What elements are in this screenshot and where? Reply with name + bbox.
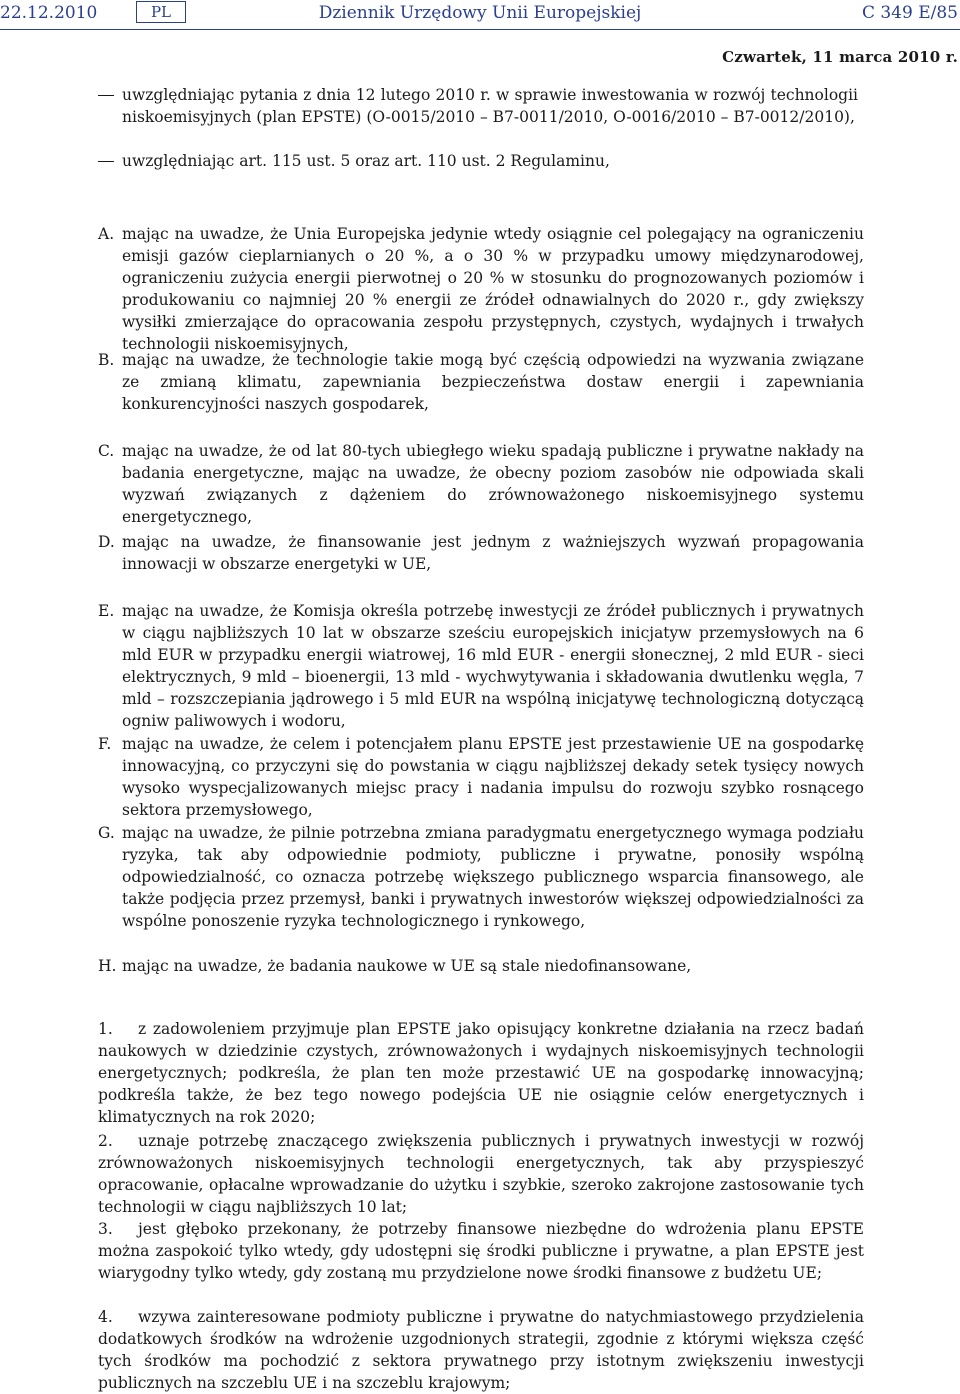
recital-text: mając na uwadze, że pilnie potrzebna zmiana paradygmatu energetycznego wymaga podziału ryzyka, tak aby odpowiednie podmioty, publiczne i prywatne, ponosiły wspólną odpowiedzialność, co oznacza potrzebę większego publicznego wsparcia finansowego, ale także podjęcia przez przemysł, banki i prywatnych inwestorów większej odpowiedzialności za wspólne ponoszenie ryzyka technologicznego i rynkowego, [122,824,864,930]
paragraph-number: 4. [98,1308,113,1326]
recital-text: mając na uwadze, że od lat 80-tych ubiegłego wieku spadają publiczne i prywatne nakłady na badania energetyczne, mając na uwadze, że obecny poziom zasobów nie odpowiada skali wyzwań związanych z dążeniem do zrównoważonego niskoemisyjnego systemu energetycznego, [122,442,864,526]
dash-marker [98,161,114,162]
paragraph-number: 3. [98,1220,113,1238]
paragraph-number: 1. [98,1020,113,1038]
recital-text: mając na uwadze, że Komisja określa potrzebę inwestycji ze źródeł publicznych i prywatnych w ciągu najbliższych 10 lat w obszarze sześciu europejskich inicjatyw przemysłowych na 6 mld EUR w przypadku energii wiatrowej, 16 mld EUR - energii słonecznej, 2 mld EUR - sieci elektrycznych, 9 mld – bioenergii, 13 mld - wychwytywania i składowania dwutlenku węgla, 7 mld – rozszczepiania jądrowego i 5 mld EUR na wspólną inicjatywę technologiczną dotyczącą ogniw paliwowych i wodoru, [122,602,864,730]
recital-letter: E. [98,602,115,620]
recital-text: mając na uwadze, że finansowanie jest jednym z ważniejszych wyzwań propagowania innowacji w obszarze energetyki w UE, [122,533,864,573]
recital-item [98,223,864,355]
recital-letter: D. [98,533,115,551]
paragraph-text: jest głęboko przekonany, że potrzeby finansowe niezbędne do wdrożenia planu EPSTE można zaspokoić tylko wtedy, gdy udostępni się środki publiczne i prywatne, a plan EPSTE jest wiarygodny tylko wtedy, gdy zostaną mu przydzielone nowe środki finansowe z budżetu UE; [98,1220,864,1282]
recital-text: mając na uwadze, że Unia Europejska jedynie wtedy osiągnie cel polegający na ograniczeniu emisji gazów cieplarnianych o 20 %, a o 30 % w przypadku umowy międzynarodowej, ograniczeniu zużycia energii pierwotnej o 20 % w stosunku do prognozowanych poziomów i produkowaniu co najmniej 20 % energii ze źródeł odnawialnych do 2020 r., gdy zwiększy wysiłki zmierzające do opracowania zespołu przystępnych, czystych, wydajnych i trwałych technologii niskoemisyjnych, [122,225,864,353]
recital-text: mając na uwadze, że technologie takie mogą być częścią odpowiedzi na wyzwania związane ze zmianą klimatu, zapewniania bezpieczeństwa dostaw energii i zapewniania konkurencyjności naszych gospodarek, [122,351,864,413]
recital-letter: C. [98,442,115,460]
consideration-text: uwzględniając pytania z dnia 12 lutego 2010 r. w sprawie inwestowania w rozwój technologii niskoemisyjnych (plan EPSTE) (O-0015/2010 – B7-0011/2010, O-0016/2010 – B7-0012/2010), [122,86,858,126]
recital-item [98,531,864,575]
language-badge: PL [136,1,186,23]
recital-letter: B. [98,351,115,369]
recital-item [98,600,864,732]
recital-text: mając na uwadze, że celem i potencjałem planu EPSTE jest przestawienie UE na gospodarkę innowacyjną, co przyczyni się do powstania w ciągu najbliższej dekady setek tysięcy nowych wysoko wyspecjalizowanych miejsc pracy i nadania impulsu do rozwoju szybko rosnącego sektora przemysłowego, [122,735,864,819]
header-divider [0,29,960,30]
numbered-paragraph [98,1218,864,1284]
recital-text: mając na uwadze, że badania naukowe w UE są stale niedofinansowane, [122,957,692,975]
recital-item [98,733,864,821]
dash-marker [98,95,114,96]
paragraph-number: 2. [98,1132,113,1150]
publication-date: 22.12.2010 [0,3,98,23]
recital-letter: H. [98,957,117,975]
recital-item [98,822,864,932]
consideration-item [98,150,858,172]
numbered-paragraph [98,1306,864,1394]
page-reference: C 349 E/85 [861,3,958,23]
journal-title: Dziennik Urzędowy Unii Europejskiej [318,3,642,23]
recital-letter: G. [98,824,115,842]
recital-item [98,349,864,415]
numbered-paragraph [98,1130,864,1218]
consideration-text: uwzględniając art. 115 ust. 5 oraz art. 110 ust. 2 Regulaminu, [122,152,610,170]
numbered-paragraph [98,1018,864,1128]
recital-letter: F. [98,735,112,753]
page-header [0,3,960,27]
paragraph-text: uznaje potrzebę znaczącego zwiększenia publicznych i prywatnych inwestycji w rozwój zrównoważonych niskoemisyjnych technologii energetycznych, tak aby przyspieszyć opracowanie, opłacalne wprowadzanie do użytku i szybkie, szeroko zakrojone zastosowanie tych technologii w ciągu najbliższych 10 lat; [98,1132,864,1216]
session-date: Czwartek, 11 marca 2010 r. [722,48,958,66]
recital-item [98,440,864,528]
consideration-item [98,84,858,128]
paragraph-text: z zadowoleniem przyjmuje plan EPSTE jako opisujący konkretne działania na rzecz badań naukowych w dziedzinie czystych, zrównoważonych i wydajnych niskoemisyjnych technologii energetycznych; podkreśla, że plan ten może przestawić UE na gospodarkę innowacyjną; podkreśla także, że bez tego nowego podejścia UE nie osiągnie celów energetycznych i klimatycznych na rok 2020; [98,1020,864,1126]
recital-letter: A. [98,225,115,243]
recital-item [98,955,864,977]
paragraph-text: wzywa zainteresowane podmioty publiczne i prywatne do natychmiastowego przydzielenia dodatkowych środków na wdrożenie uzgodnionych strategii, zgodnie z którymi większa część tych środków ma pochodzić z sektora prywatnego przy istotnym zwiększeniu inwestycji publicznych na szczeblu UE i na szczeblu krajowym; [98,1308,864,1392]
